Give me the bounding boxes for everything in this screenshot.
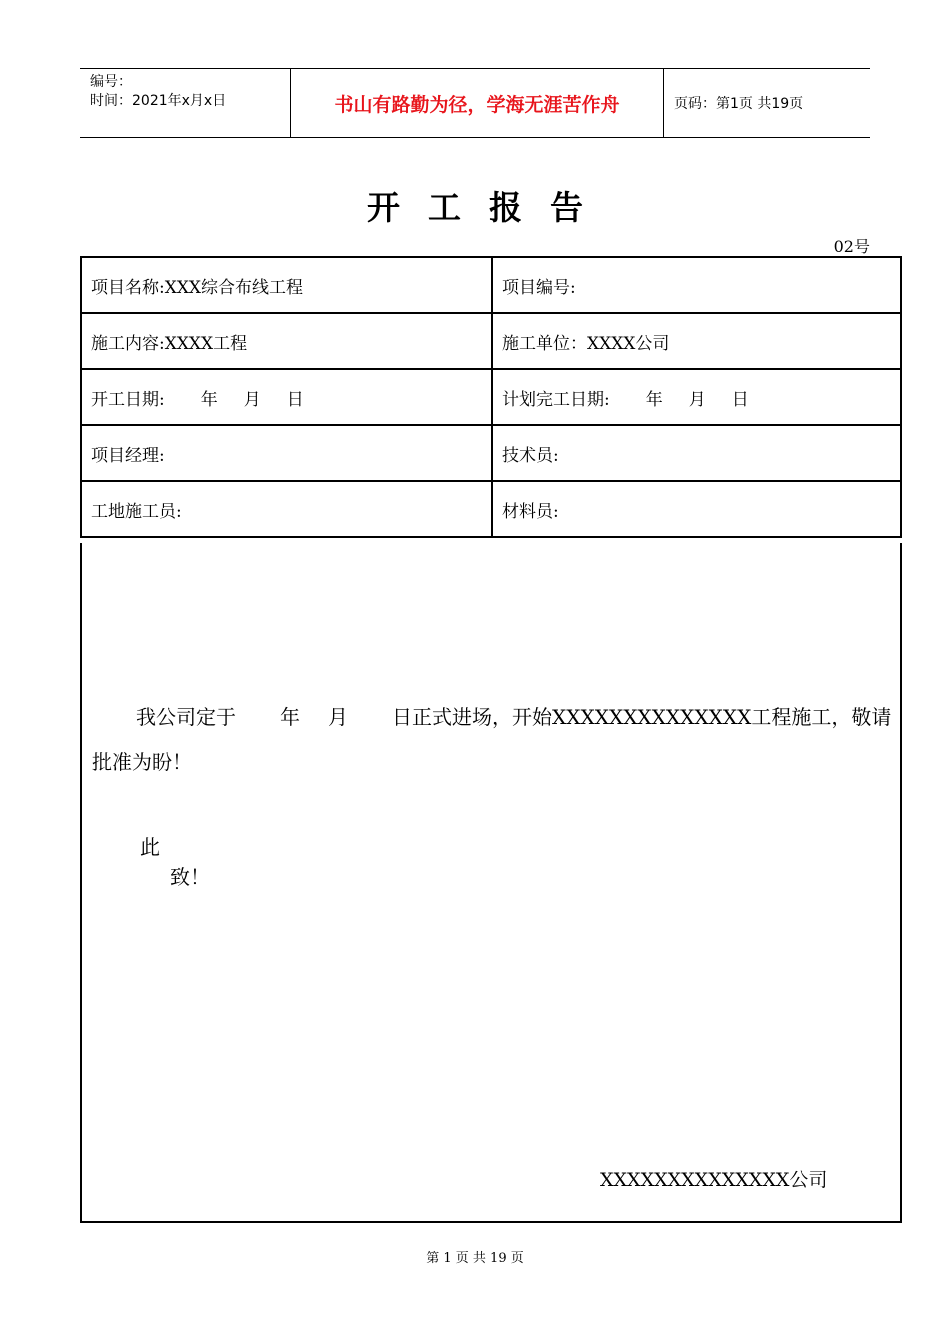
report-paragraph (92, 695, 892, 785)
technician-cell: 技术员: (492, 425, 901, 481)
finish-month: 月 (688, 389, 706, 410)
para-start: 我公司定于 (136, 705, 236, 729)
para-year: 年 (280, 705, 300, 729)
page-footer: 第 1 页 共 19 页 (426, 1251, 524, 1266)
start-date-cell (81, 369, 492, 425)
header-motto: 书山有路勤为径，学海无涯苦作舟 (291, 69, 664, 137)
time-label: 时间：2021年x月x日 (90, 93, 227, 109)
table-row (81, 425, 901, 481)
code-label: 编号： (90, 74, 132, 90)
finish-date-label: 计划完工日期: (502, 389, 610, 410)
table-row (81, 369, 901, 425)
company-signature: XXXXXXXXXXXXXX公司 (600, 1169, 828, 1191)
header-meta (80, 69, 291, 137)
construction-content-cell: 施工内容:XXXX工程 (81, 313, 492, 369)
closing-ci: 此 (140, 835, 160, 859)
project-number-cell: 项目编号: (492, 257, 901, 313)
finish-year: 年 (645, 389, 663, 410)
materials-officer-cell: 材料员: (492, 481, 901, 537)
planned-finish-date-cell (492, 369, 901, 425)
para-end: 日正式进场，开始XXXXXXXXXXXXXX工程施工，敬请批准为盼！ (92, 705, 892, 774)
document-title: 开工报告 (367, 188, 611, 227)
table-row (81, 481, 901, 537)
project-manager-cell: 项目经理: (81, 425, 492, 481)
table-row (81, 257, 901, 313)
page-header (80, 68, 870, 138)
closing-zhi: 致！ (170, 865, 210, 889)
site-worker-cell: 工地施工员: (81, 481, 492, 537)
para-month: 月 (328, 705, 348, 729)
start-month: 月 (243, 389, 261, 410)
project-info-table (80, 256, 902, 538)
start-day: 日 (286, 389, 304, 410)
start-year: 年 (200, 389, 218, 410)
start-date-label: 开工日期: (91, 389, 165, 410)
document-number: 02号 (833, 237, 870, 256)
construction-unit-cell: 施工单位：XXXX公司 (492, 313, 901, 369)
project-name-cell: 项目名称:XXX综合布线工程 (81, 257, 492, 313)
finish-day: 日 (731, 389, 749, 410)
header-page-info: 页码：第1页 共19页 (674, 96, 804, 112)
table-row (81, 313, 901, 369)
report-body (80, 543, 902, 1223)
